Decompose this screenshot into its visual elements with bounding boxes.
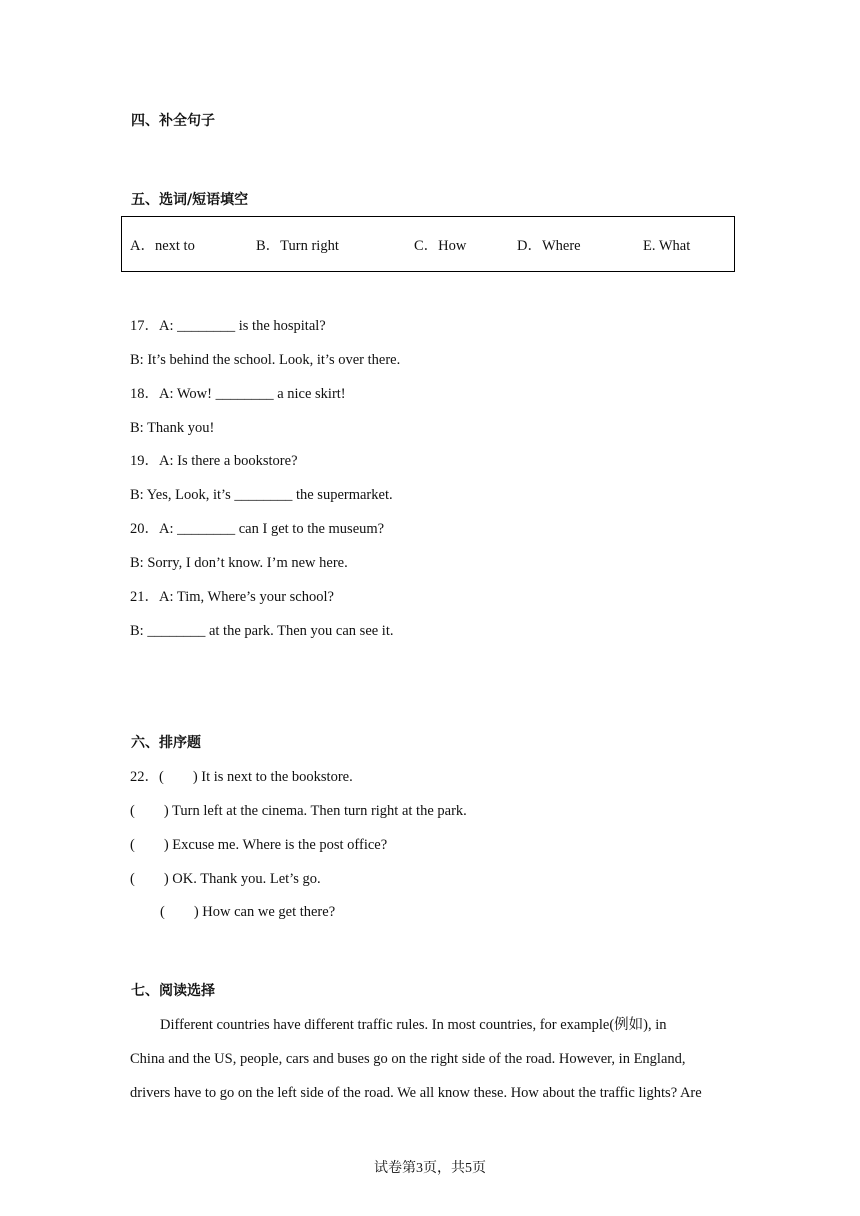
question-17-b: B: It’s behind the school. Look, it’s over there. <box>130 352 401 368</box>
option-b: B．Turn right <box>256 238 339 254</box>
reading-paragraph-line-2: China and the US, people, cars and buses go on the right side of the road. However, in England, <box>130 1051 686 1067</box>
option-c: C．How <box>414 238 467 254</box>
question-18-b: B: Thank you! <box>130 420 215 436</box>
option-a: A．next to <box>130 238 195 254</box>
ordering-line-2: ( ) Turn left at the cinema. Then turn right at the park. <box>130 803 467 819</box>
reading-paragraph-line-3: drivers have to go on the left side of the road. We all know these. How about the traffic lights? Are <box>130 1085 702 1101</box>
word-options-box <box>121 216 735 272</box>
question-21-a: 21．A: Tim, Where’s your school? <box>130 589 334 605</box>
ordering-line-3: ( ) Excuse me. Where is the post office? <box>130 837 388 853</box>
question-20-a: 20．A: ________ can I get to the museum? <box>130 521 385 537</box>
ordering-line-5: ( ) How can we get there? <box>160 904 336 920</box>
option-d: D．Where <box>517 238 581 254</box>
question-18-a: 18．A: Wow! ________ a nice skirt! <box>130 386 346 402</box>
reading-paragraph-line-1: Different countries have different traffic rules. In most countries, for example(例如), in <box>160 1017 667 1033</box>
question-19-b: B: Yes, Look, it’s ________ the supermarket. <box>130 487 393 503</box>
option-e: E. What <box>643 238 691 254</box>
question-19-a: 19．A: Is there a bookstore? <box>130 453 298 469</box>
ordering-line-1: 22．( ) It is next to the bookstore. <box>130 769 353 785</box>
section-5-title: 五、选词/短语填空 <box>131 192 249 208</box>
section-4-title: 四、补全句子 <box>131 113 215 129</box>
ordering-line-4: ( ) OK. Thank you. Let’s go. <box>130 871 321 887</box>
question-17-a: 17．A: ________ is the hospital? <box>130 318 326 334</box>
section-6-title: 六、排序题 <box>131 735 201 751</box>
question-21-b: B: ________ at the park. Then you can see it. <box>130 623 394 639</box>
page-footer: 试卷第3页，共5页 <box>374 1161 486 1176</box>
question-20-b: B: Sorry, I don’t know. I’m new here. <box>130 555 348 571</box>
section-7-title: 七、阅读选择 <box>131 983 215 999</box>
